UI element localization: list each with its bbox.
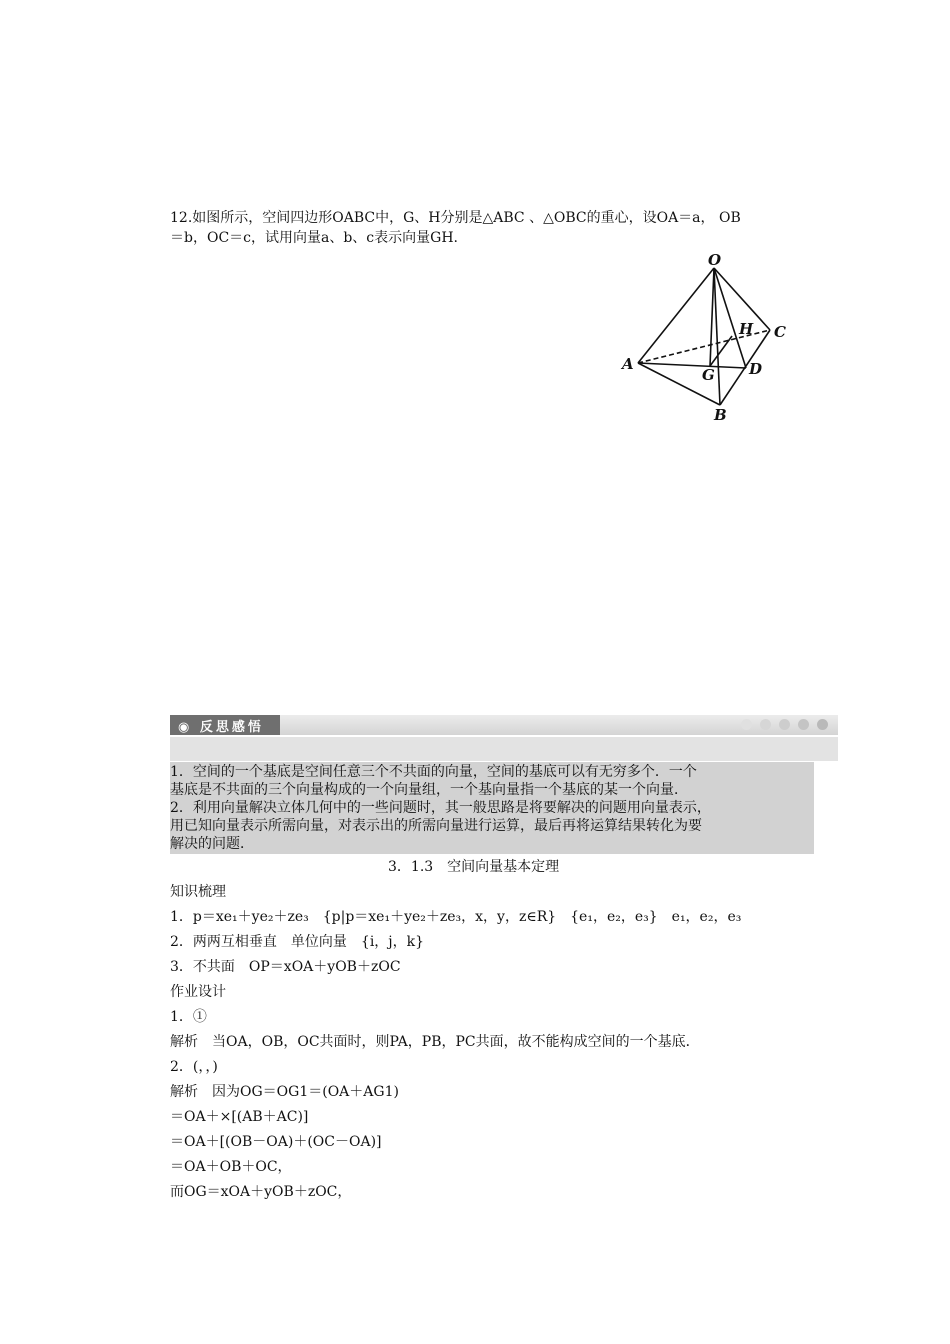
knowledge-item-1: 1．p＝xe₁＋ye₂＋ze₃ {p|p＝xe₁＋ye₂＋ze₃，x，y，z∈R} {e₁，e₂，e₃} e₁，e₂，e₃ [170, 909, 742, 925]
reflection-line-5: 解决的问题． [170, 836, 254, 852]
reflection-line-3: 2．利用向量解决立体几何中的一些问题时，其一般思路是将要解决的问题用向量表示， [170, 800, 711, 816]
label-O: O [708, 251, 722, 269]
homework-explain-1: 解析 当OA，OB，OC共面时，则PA，PB，PC共面，故不能构成空间的一个基底． [170, 1034, 700, 1050]
dot-icon [779, 719, 790, 730]
segment-OG [710, 268, 714, 366]
banner-tab [170, 715, 280, 735]
knowledge-item-2: 2．两两互相垂直 单位向量 {i，j，k} [170, 934, 425, 950]
dot-icon [817, 719, 828, 730]
label-H: H [739, 320, 754, 338]
label-G: G [702, 366, 715, 384]
reflection-banner [170, 715, 838, 761]
question-12-line-2: ＝b，OC＝c，试用向量a、b、c表示向量GH. [170, 230, 458, 246]
reflection-line-4: 用已知向量表示所需向量，对表示出的所需向量进行运算，最后再将运算结果转化为要 [170, 818, 702, 834]
label-D: D [749, 360, 763, 378]
section-title: 3．1.3 空间向量基本定理 [388, 859, 560, 875]
edge-OB [714, 268, 720, 405]
edge-OA [638, 268, 714, 363]
label-A: A [622, 355, 634, 373]
solution-step-4: 而OG＝xOA＋yOB＋zOC， [170, 1184, 352, 1200]
dot-icon [741, 719, 752, 730]
dot-icon [798, 719, 809, 730]
knowledge-heading: 知识梳理 [170, 884, 226, 900]
banner-title: ◉ 反思感悟 [178, 720, 264, 735]
solution-step-3: ＝OA＋OB＋OC， [170, 1159, 292, 1175]
knowledge-item-3: 3．不共面 OP＝xOA＋yOB＋zOC [170, 959, 401, 975]
median-AD [638, 363, 746, 368]
banner-dots [741, 719, 828, 730]
tetrahedron-diagram [612, 248, 798, 426]
solution-step-1: ＝OA＋×[(AB＋AC)] [170, 1109, 309, 1125]
segment-GH [710, 336, 732, 366]
homework-answer-1: 1．① [170, 1009, 207, 1025]
reflection-line-1: 1．空间的一个基底是空间任意三个不共面的向量，空间的基底可以有无穷多个．一个 [170, 764, 697, 780]
homework-explain-2: 解析 因为OG＝OG1＝(OA＋AG1) [170, 1084, 399, 1100]
homework-answer-2: 2．(，，) [170, 1059, 218, 1075]
question-12-line-1: 12.如图所示，空间四边形OABC中，G、H分别是△ABC 、△OBC的重心，设OA＝a， OB [170, 210, 741, 226]
homework-heading: 作业设计 [170, 984, 226, 1000]
solution-step-2: ＝OA＋[(OB－OA)＋(OC－OA)] [170, 1134, 382, 1150]
reflection-line-2: 基底是不共面的三个向量构成的一个向量组，一个基向量指一个基底的某一个向量． [170, 782, 688, 798]
reflection-box [170, 762, 814, 854]
tetrahedron-figure [612, 248, 798, 426]
label-C: C [774, 323, 786, 341]
label-B: B [714, 406, 727, 424]
dot-icon [760, 719, 771, 730]
